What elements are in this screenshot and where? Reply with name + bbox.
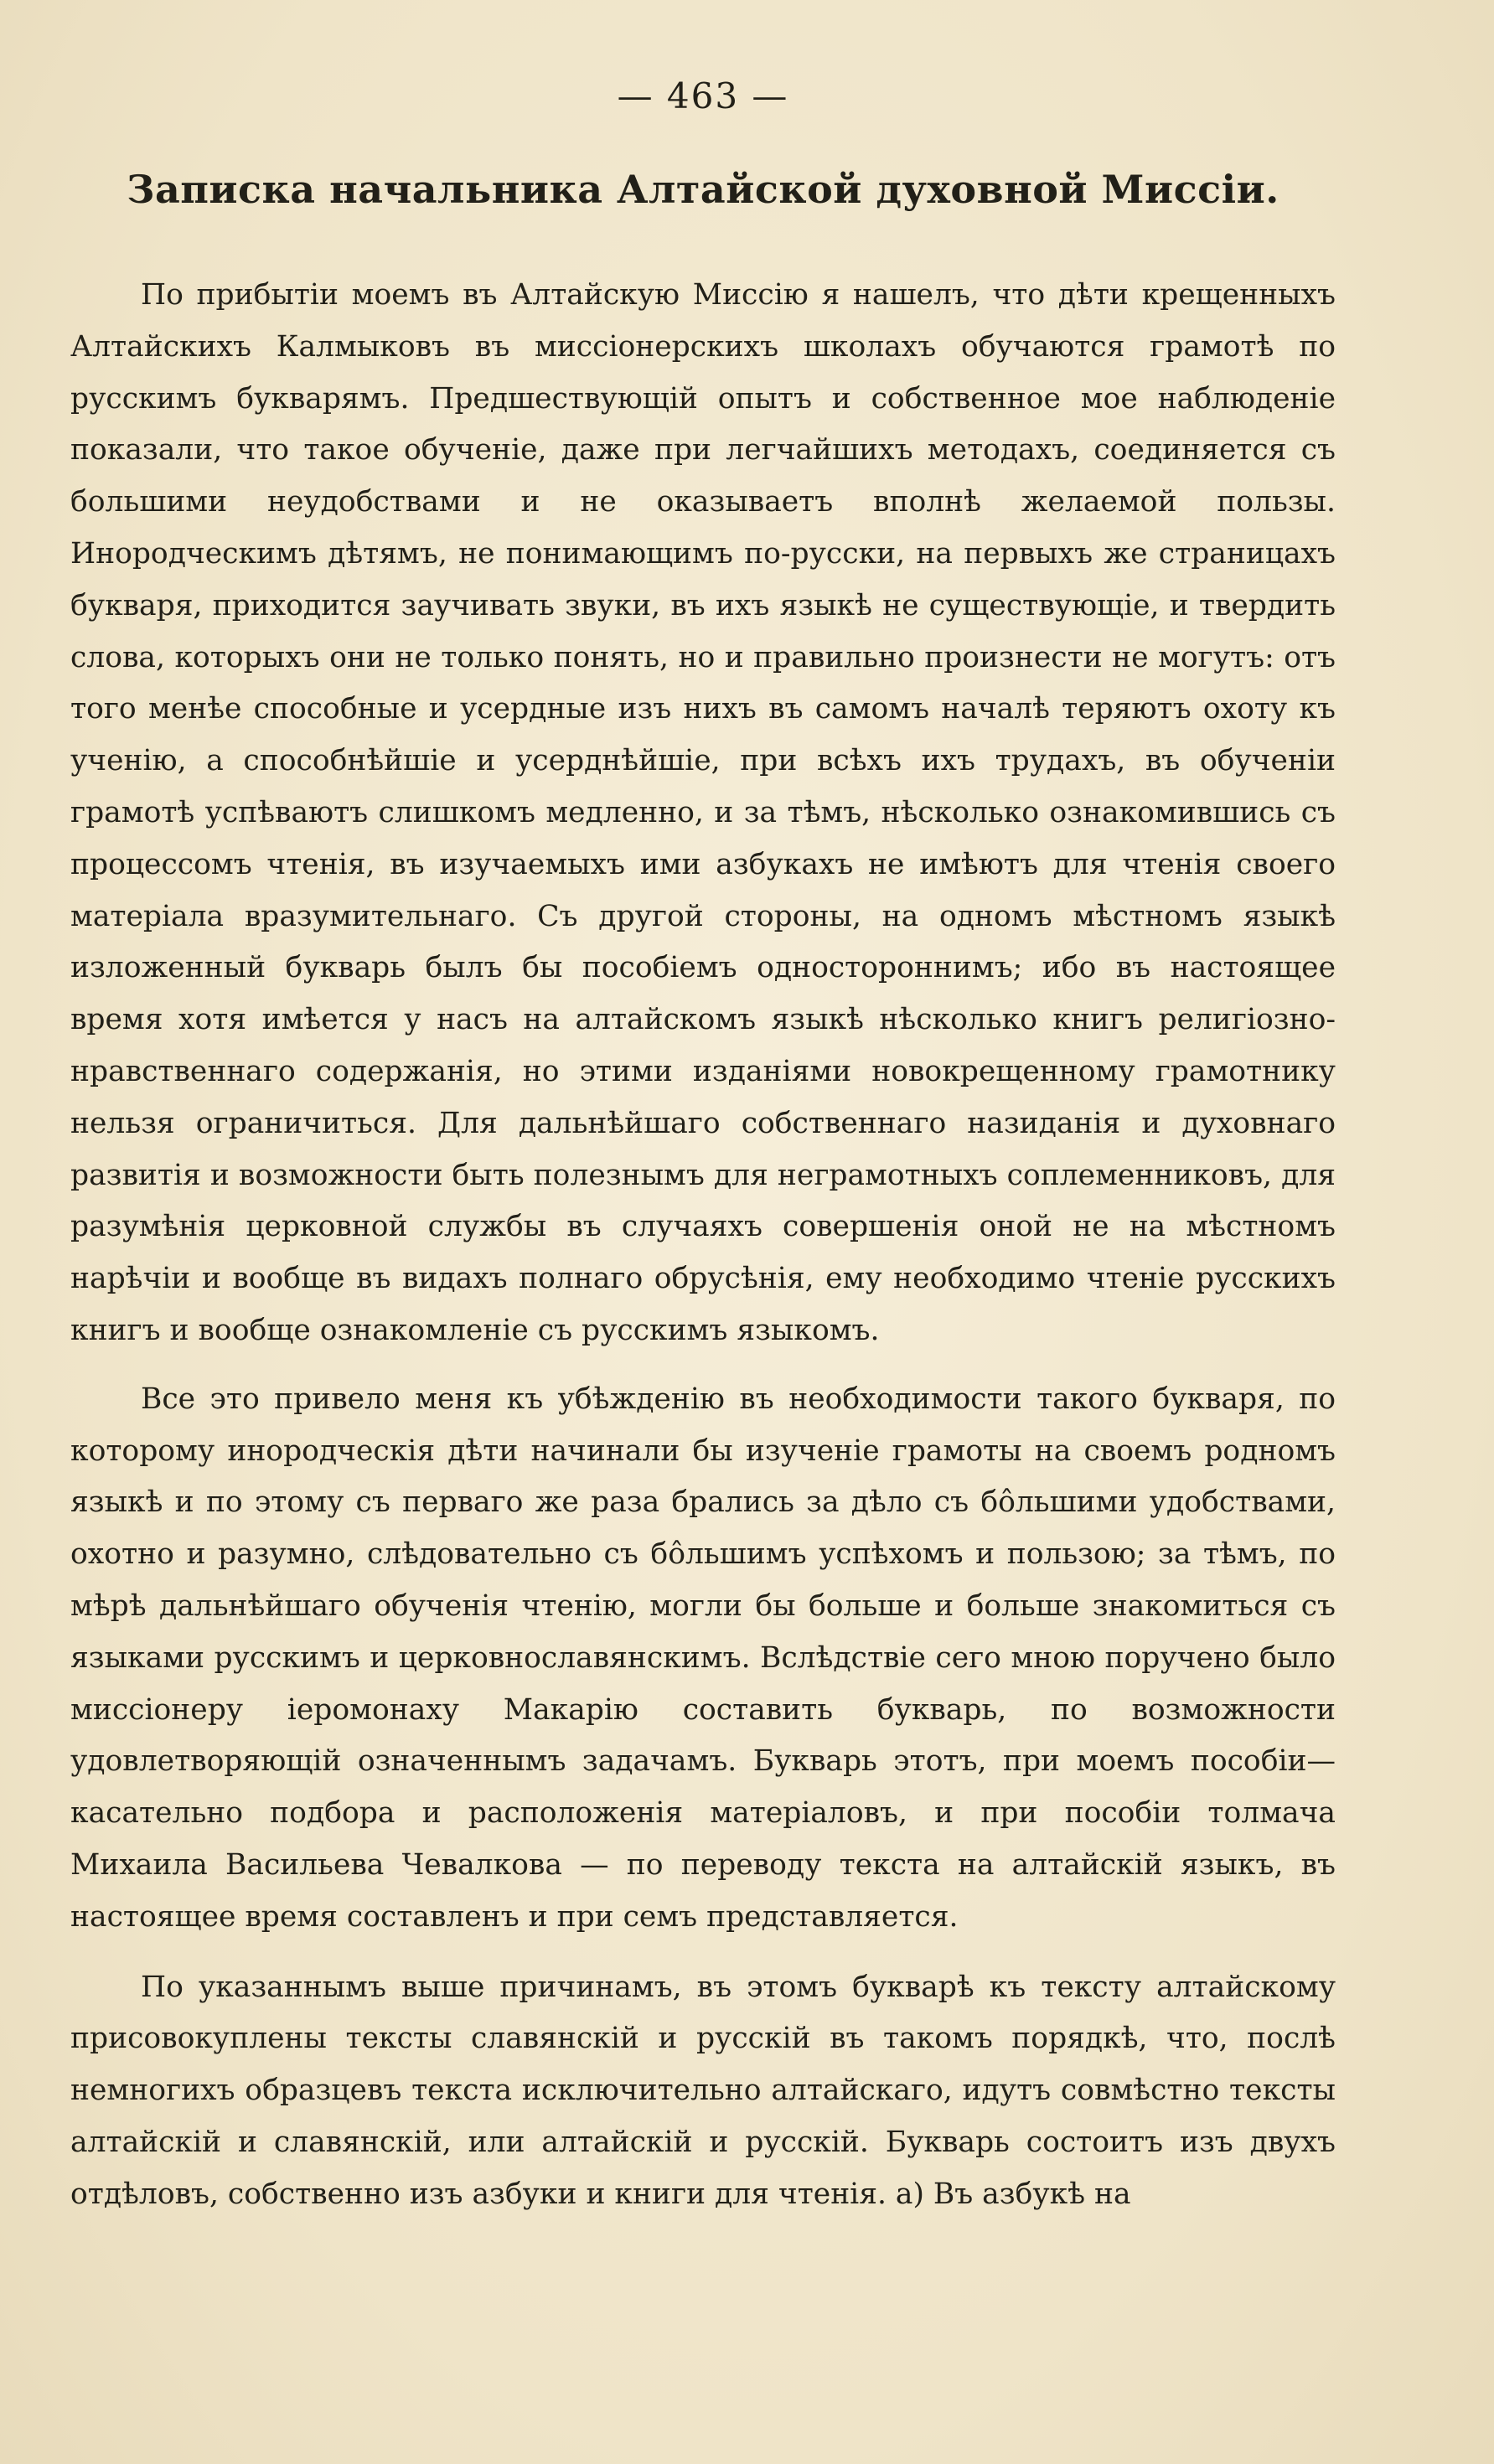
text-column — [70, 67, 1336, 2220]
paragraph-1: По прибытіи моемъ въ Алтайскую Миссію я нашелъ, что дѣти крещенныхъ Алтайскихъ Калмыковъ въ миссіонерскихъ школахъ обучаются грамотѣ по русскимъ букварямъ. Предшествующій опытъ и собственное мое наблюденіе показали, что такое обученіе, даже при легчайшихъ методахъ, соединяется съ большими неудобствами и не оказываетъ вполнѣ желаемой пользы. Инородческимъ дѣтямъ, не понимающимъ по-русски, на первыхъ же страницахъ букваря, приходится заучивать звуки, въ ихъ языкѣ не существующіе, и твердить слова, которыхъ они не только понять, но и правильно произнести не могутъ: отъ того менѣе способные и усердные изъ нихъ въ самомъ началѣ теряютъ охоту къ ученію, а способнѣйшіе и усерднѣйшіе, при всѣхъ ихъ трудахъ, въ обученіи грамотѣ успѣваютъ слишкомъ медленно, и за тѣмъ, нѣсколько ознакомившись съ процессомъ чтенія, въ изучаемыхъ ими азбукахъ не имѣютъ для чтенія своего матеріала вразумительнаго. Съ другой стороны, на одномъ мѣстномъ языкѣ изложенный букварь былъ бы пособіемъ одностороннимъ; ибо въ настоящее время хотя имѣется у насъ на алтайскомъ языкѣ нѣсколько книгъ религіозно-нравственнаго содержанія, но этими изданіями новокрещенному грамотнику нельзя ограничиться. Для дальнѣйшаго собственнаго назиданія и духовнаго развитія и возможности быть полезнымъ для неграмотныхъ соплеменниковъ, для разумѣнія церковной службы въ случаяхъ совершенія оной не на мѣстномъ нарѣчіи и вообще въ видахъ полнаго обрусѣнія, ему необходимо чтеніе русскихъ книгъ и вообще ознакомленіе съ русскимъ языкомъ. — [70, 278, 1336, 1347]
page-number: — 463 — — [617, 75, 789, 116]
paragraph-3: По указаннымъ выше причинамъ, въ этомъ букварѣ къ тексту алтайскому присовокуплены тексты славянскій и русскій въ такомъ порядкѣ, что, послѣ немногихъ образцевъ текста исключительно алтайскаго, идутъ совмѣстно тексты алтайскій и славянскій, или алтайскій и русскій. Букварь состоитъ изъ двухъ отдѣловъ, собственно изъ азбуки и книги для чтенія. а) Въ азбукѣ на — [70, 1970, 1336, 2211]
document-title: Записка начальника Алтайской духовной Миссіи. — [127, 167, 1279, 212]
paragraph-2: Все это привело меня къ убѣжденію въ необходимости такого букваря, по которому инородческія дѣти начинали бы изученіе грамоты на своемъ родномъ языкѣ и по этому съ перваго же раза брались за дѣло съ бо̂льшими удобствами, охотно и разумно, слѣдовательно съ бо̂льшимъ успѣхомъ и пользою; за тѣмъ, по мѣрѣ дальнѣйшаго обученія чтенію, могли бы больше и больше знакомиться съ языками русскимъ и церковнославянскимъ. Вслѣдствіе сего мною поручено было миссіонеру іеромонаху Макарію составить букварь, по возможности удовлетворяющій означеннымъ задачамъ. Букварь этотъ, при моемъ пособіи—касательно подбора и расположенія матеріаловъ, и при пособіи толмача Михаила Васильева Чевалкова — по переводу текста на алтайскій языкъ, въ настоящее время составленъ и при семъ представляется. — [70, 1382, 1336, 1934]
